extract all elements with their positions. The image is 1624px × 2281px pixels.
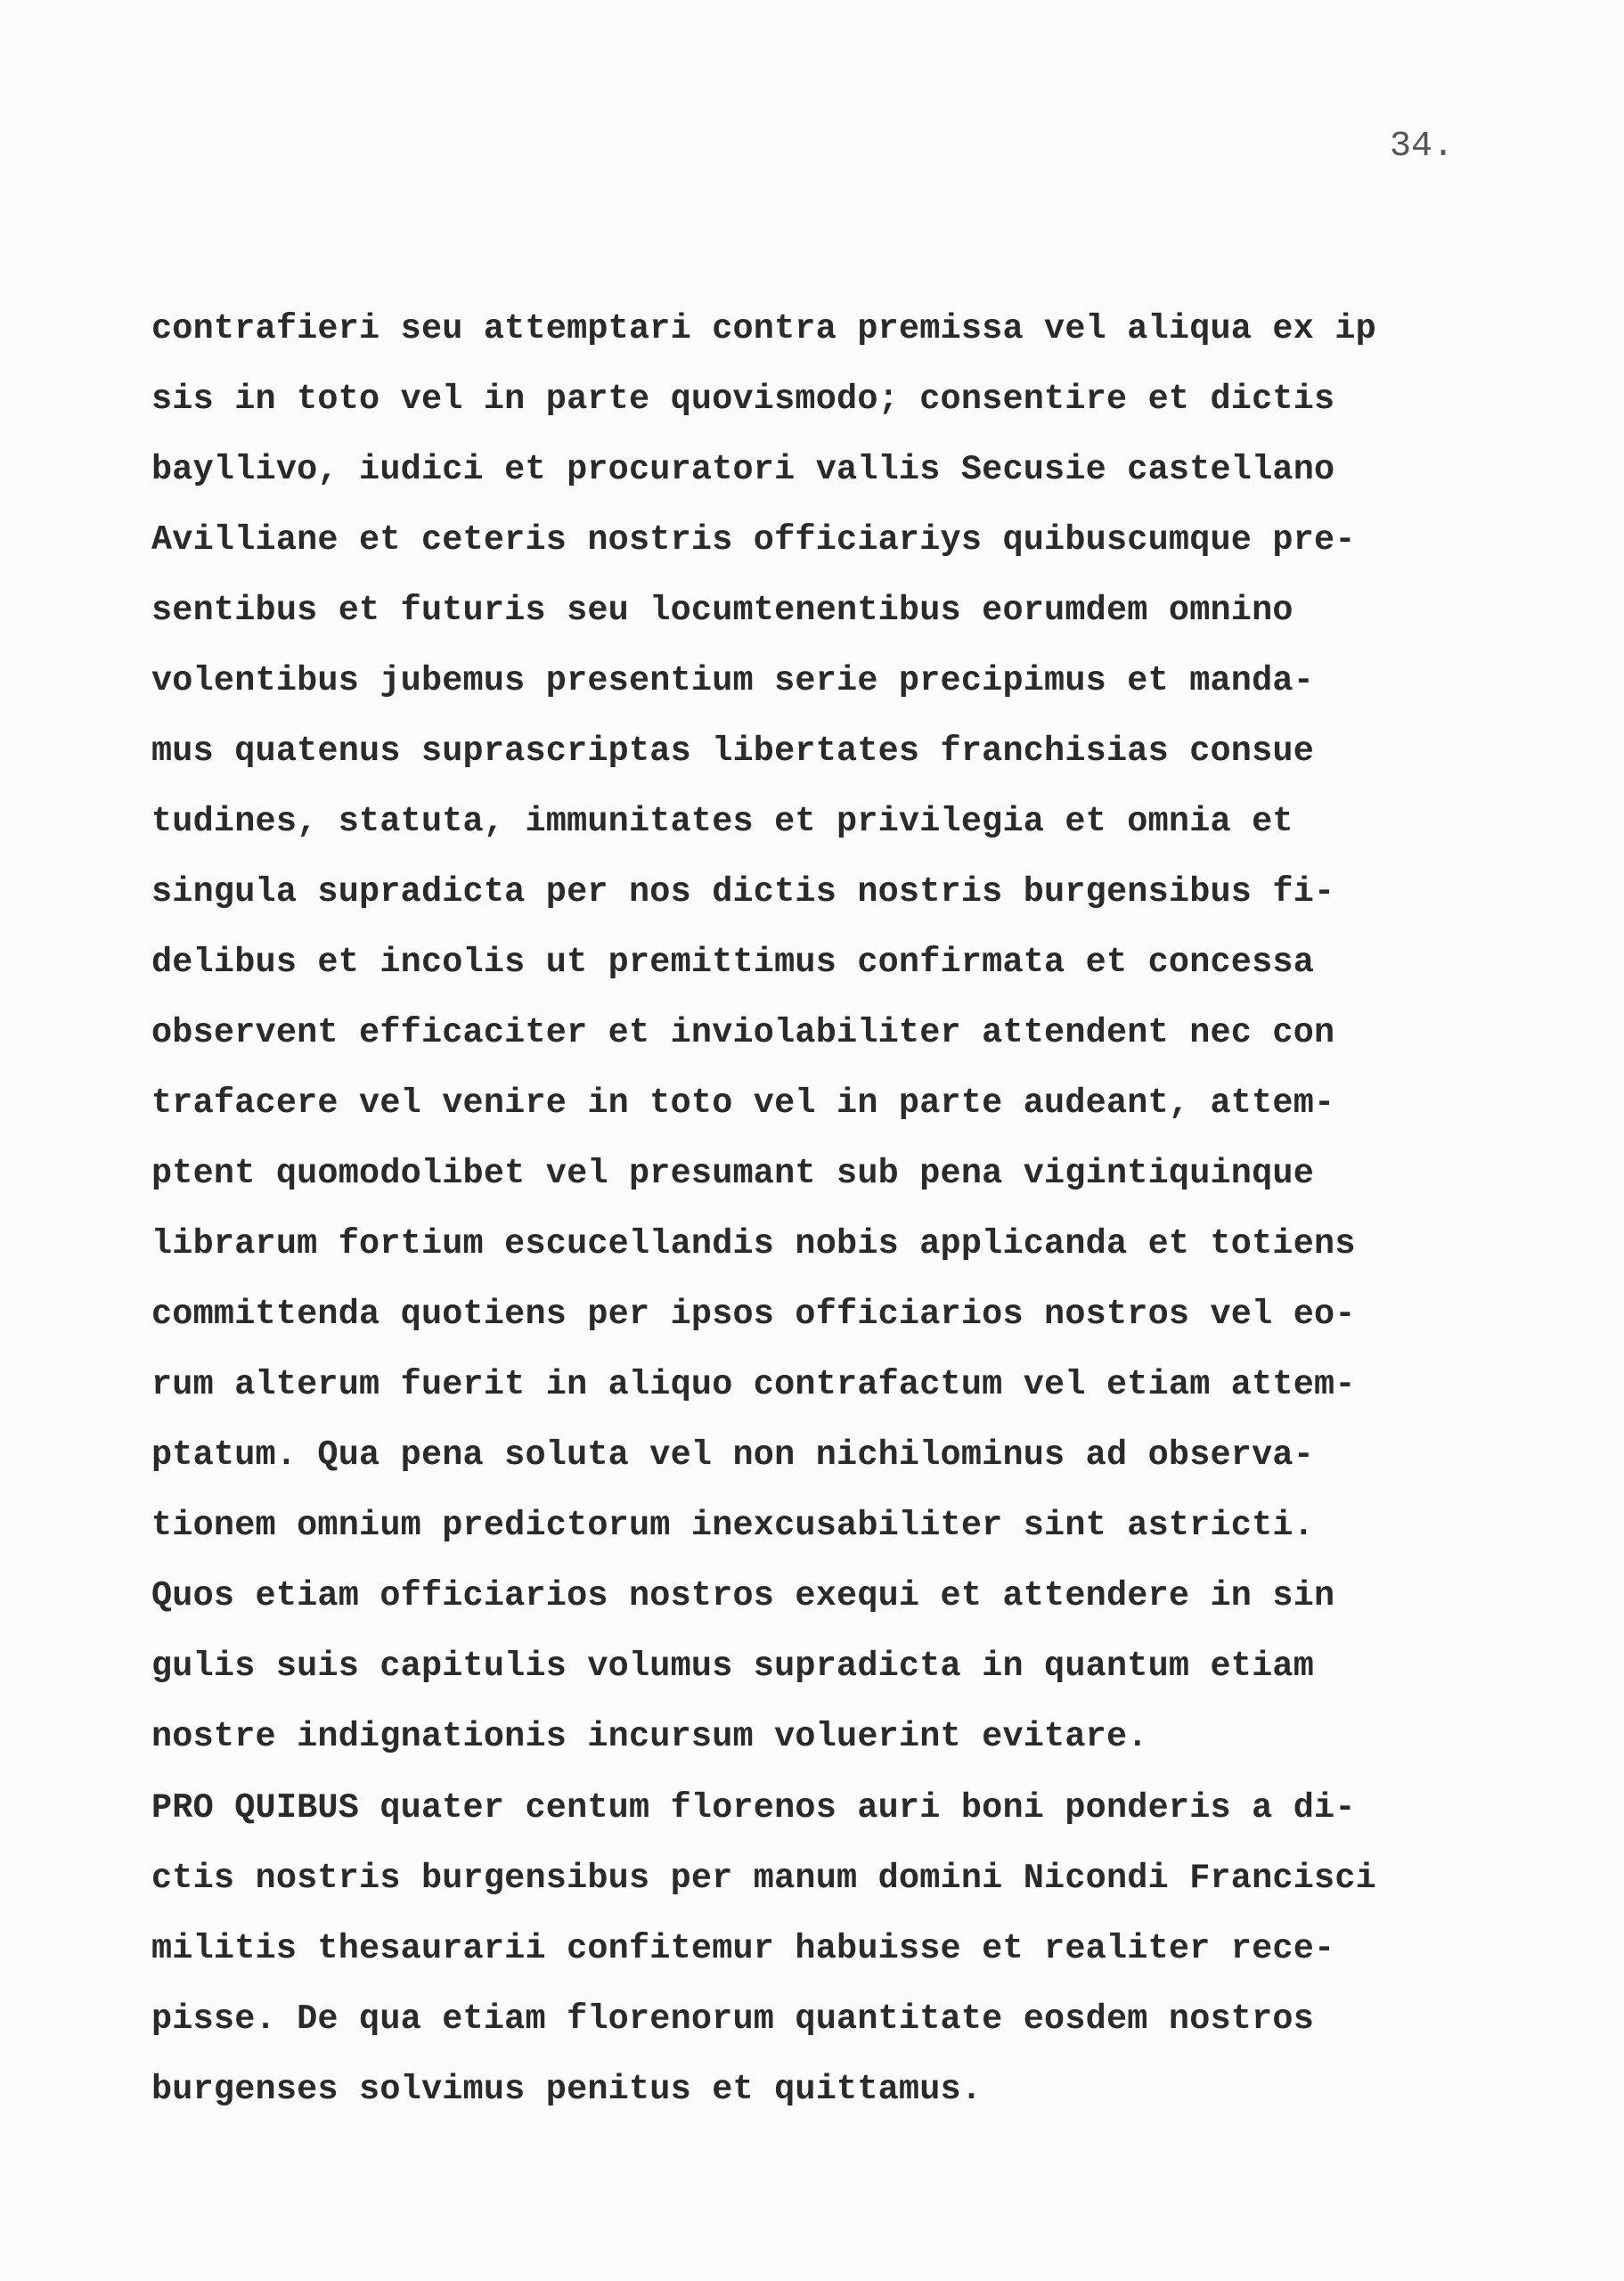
text-line: singula supradicta per nos dictis nostris burgensibus fi- [151, 872, 1335, 912]
text-line: burgenses solvimus penitus et quittamus. [151, 2070, 983, 2109]
text-line: mus quatenus suprascriptas libertates franchisias consue [151, 732, 1315, 771]
text-line: ptatum. Qua pena soluta vel non nichilominus ad observa- [151, 1435, 1315, 1475]
text-line: sentibus et futuris seu locumtenentibus eorumdem omnino [151, 591, 1293, 630]
text-line: rum alterum fuerit in aliquo contrafactum vel etiam attem- [151, 1365, 1356, 1404]
page-number: 34. [1390, 127, 1455, 167]
text-line: Quos etiam officiarios nostros exequi et attendere in sin [151, 1576, 1335, 1615]
text-line: librarum fortium escucellandis nobis applicanda et totiens [151, 1224, 1356, 1263]
text-line: gulis suis capitulis volumus supradicta in quantum etiam [151, 1647, 1315, 1686]
text-line: bayllivo, iudici et procuratori vallis Secusie castellano [151, 450, 1335, 489]
text-line: observent efficaciter et inviolabiliter attendent nec con [151, 1013, 1335, 1052]
text-line: sis in toto vel in parte quovismodo; consentire et dictis [151, 380, 1335, 419]
text-line: nostre indignationis incursum voluerint evitare. [151, 1717, 1148, 1756]
text-line: Avilliane et ceteris nostris officiariys quibuscumque pre- [151, 520, 1356, 560]
text-line: PRO QUIBUS quater centum florenos auri boni ponderis a di- [151, 1788, 1356, 1827]
text-line: ptent quomodolibet vel presumant sub pena vigintiquinque [151, 1154, 1315, 1193]
text-line: tudines, statuta, immunitates et privilegia et omnia et [151, 802, 1293, 841]
paragraph-2 [151, 1773, 1506, 2125]
text-line: pisse. De qua etiam florenorum quantitate eosdem nostros [151, 1999, 1315, 2039]
text-line: delibus et incolis ut premittimus confirmata et concessa [151, 943, 1315, 982]
text-line: trafacere vel venire in toto vel in parte audeant, attem- [151, 1083, 1335, 1123]
text-line: militis thesaurarii confitemur habuisse et realiter rece- [151, 1929, 1335, 1968]
text-line: ctis nostris burgensibus per manum domini Nicondi Francisci [151, 1859, 1376, 1898]
text-line: committenda quotiens per ipsos officiarios nostros vel eo- [151, 1295, 1356, 1334]
text-line: volentibus jubemus presentium serie precipimus et manda- [151, 661, 1315, 700]
text-line: tionem omnium predictorum inexcusabiliter sint astricti. [151, 1506, 1315, 1545]
paragraph-1 [151, 294, 1506, 1772]
text-line: contrafieri seu attemptari contra premissa vel aliqua ex ip [151, 309, 1376, 348]
